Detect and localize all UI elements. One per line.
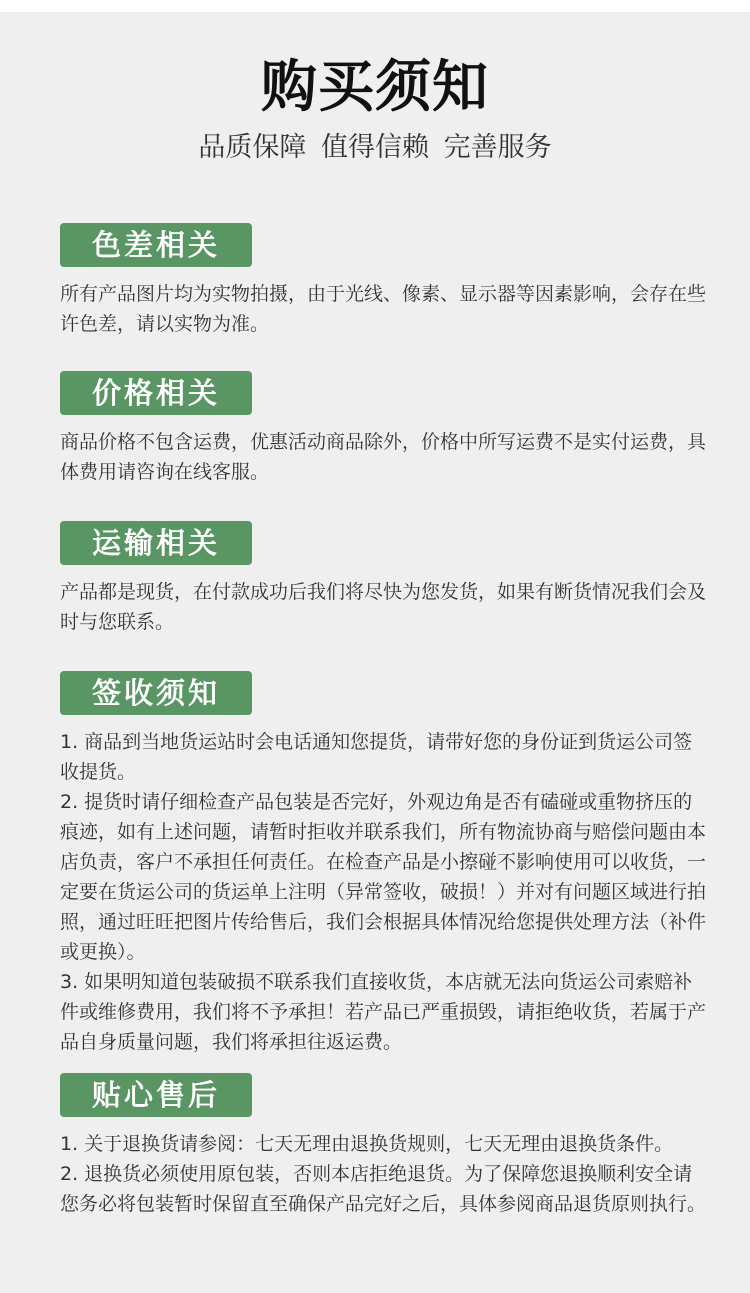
- section-body: [60, 279, 710, 339]
- section-paragraph: 产品都是现货，在付款成功后我们将尽快为您发货，如果有断货情况我们会及时与您联系。: [60, 581, 707, 633]
- section-heading-badge: 运输相关: [60, 521, 252, 565]
- section-heading-badge: 价格相关: [60, 371, 252, 415]
- section-after-sales: [60, 1073, 720, 1219]
- section-body: [60, 727, 710, 1057]
- page-subtitle: 品质保障 值得信赖 完善服务: [198, 132, 552, 163]
- page-title: 购买须知: [261, 55, 489, 120]
- section-body: [60, 577, 710, 637]
- section-heading-badge: 签收须知: [60, 671, 252, 715]
- section-paragraph: 1. 关于退换货请参阅：七天无理由退换货规则，七天无理由退换货条件。: [60, 1133, 674, 1155]
- section-paragraph: 2. 提货时请仔细检查产品包装是否完好，外观边角是否有磕碰或重物挤压的痕迹，如有上述问题，请暂时拒收并联系我们，所有物流协商与赔偿问题由本店负责，客户不承担任何责任。在检查产品是小擦碰不影响使用可以收货，一定要在货运公司的货运单上注明（异常签收，破损！）并对有问题区域进行拍照，通过旺旺把图片传给售后，我们会根据具体情况给您提供处理方法（补件或更换）。: [60, 791, 707, 963]
- section-receipt: [60, 671, 720, 1057]
- section-paragraph: 商品价格不包含运费，优惠活动商品除外，价格中所写运费不是实付运费，具体费用请咨询在线客服。: [60, 431, 707, 483]
- section-paragraph: 1. 商品到当地货运站时会电话通知您提货，请带好您的身份证到货运公司签收提货。: [60, 731, 693, 783]
- section-heading-badge: 色差相关: [60, 223, 252, 267]
- top-band: [0, 0, 750, 12]
- section-shipping: [60, 521, 720, 637]
- section-body: [60, 1129, 710, 1219]
- section-heading-badge: 贴心售后: [60, 1073, 252, 1117]
- section-body: [60, 427, 710, 487]
- section-paragraph: 3. 如果明知道包装破损不联系我们直接收货，本店就无法向货运公司索赔补件或维修费用，我们将不予承担！若产品已严重损毁，请拒绝收货，若属于产品自身质量问题，我们将承担往返运费。: [60, 971, 707, 1053]
- section-price: [60, 371, 720, 487]
- section-paragraph: 2. 退换货必须使用原包装，否则本店拒绝退货。为了保障您退换顺利安全请您务必将包装暂时保留直至确保产品完好之后，具体参阅商品退货原则执行。: [60, 1163, 707, 1215]
- section-color-difference: [60, 223, 720, 339]
- section-paragraph: 所有产品图片均为实物拍摄，由于光线、像素、显示器等因素影响，会存在些许色差，请以实物为准。: [60, 283, 707, 335]
